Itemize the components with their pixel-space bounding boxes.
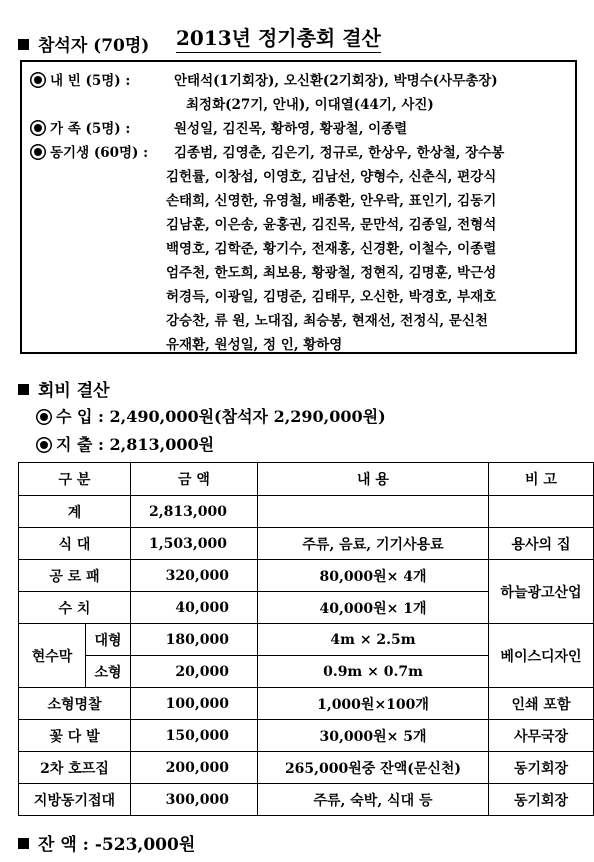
column-header: 비 고	[489, 463, 594, 496]
table-row	[19, 560, 594, 592]
attendees-heading: 참석자 (70명)	[18, 31, 149, 56]
amount-cell: 180,000	[131, 624, 258, 656]
amount-cell: 300,000	[131, 784, 258, 816]
amount-cell: 150,000	[131, 720, 258, 752]
row-group-label: 현수막	[19, 624, 86, 688]
circle-bullet-icon	[34, 76, 42, 84]
classmates-line: 엄주천, 한도희, 최보용, 황광철, 정현직, 김명훈, 박근성	[166, 265, 497, 281]
amount-cell: 1,503,000	[131, 528, 258, 560]
note-cell: 인쇄 포함	[489, 688, 594, 720]
circle-bullet-icon	[40, 441, 48, 449]
content-cell	[258, 496, 489, 528]
classmates-line: 손태희, 신영한, 유영철, 배종환, 안우락, 표인기, 김동기	[166, 193, 497, 209]
table-header-row	[19, 463, 594, 496]
column-header: 내 용	[258, 463, 489, 496]
note-cell: 베이스디자인	[489, 624, 594, 688]
table-row	[19, 752, 594, 784]
amount-cell: 100,000	[131, 688, 258, 720]
expense-line: 지 출 : 2,813,000원	[36, 432, 214, 455]
row-label: 소형	[86, 656, 131, 688]
row-label: 꽃 다 발	[19, 720, 131, 752]
page-title: 2013년 정기총회 결산	[176, 22, 381, 53]
row-label: 2차 호프집	[19, 752, 131, 784]
note-cell: 동기회장	[489, 784, 594, 816]
classmates-line: 동기생 (60명) : 김종범, 김영춘, 김은기, 정규로, 한상우, 한상철, 장수봉	[30, 141, 504, 161]
table-row	[19, 784, 594, 816]
row-label: 대형	[86, 624, 131, 656]
classmates-line: 강승찬, 류 원, 노대집, 최승봉, 현재선, 전정식, 문신천	[166, 313, 488, 329]
amount-cell: 40,000	[131, 592, 258, 624]
row-label: 공 로 패	[19, 560, 131, 592]
family-line: 가 족 (5명) : 원성일, 김진목, 황하영, 황광철, 이종렬	[30, 117, 407, 137]
content-cell: 주류, 숙박, 식대 등	[258, 784, 489, 816]
column-header: 구 분	[19, 463, 131, 496]
table-row	[19, 720, 594, 752]
amount-cell: 20,000	[131, 656, 258, 688]
income-line: 수 입 : 2,490,000원(참석자 2,290,000원)	[36, 404, 386, 427]
row-label: 식 대	[19, 528, 131, 560]
classmates-line: 허경득, 이광일, 김명준, 김태무, 오신한, 박경호, 부재호	[166, 289, 497, 305]
content-cell: 80,000원× 4개	[258, 560, 489, 592]
note-cell	[489, 496, 594, 528]
classmates-line: 백영호, 김학준, 황기수, 전재홍, 신경환, 이철수, 이종렬	[166, 241, 497, 257]
square-bullet-icon	[18, 384, 29, 395]
row-label: 계	[19, 496, 131, 528]
amount-cell: 320,000	[131, 560, 258, 592]
circle-bullet-icon	[34, 124, 42, 132]
guests-line2: 최정화(27기, 안내), 이대열(44기, 사진)	[186, 97, 434, 113]
attendee-box	[20, 60, 577, 354]
guests-line1: 내 빈 (5명) : 안태석(1기회장), 오신환(2기회장), 박명수(사무총장)	[30, 69, 498, 89]
circle-bullet-icon	[40, 413, 48, 421]
table-row	[19, 496, 594, 528]
note-cell: 하늘광고산업	[489, 560, 594, 624]
note-cell: 용사의 집	[489, 528, 594, 560]
circle-bullet-icon	[34, 148, 42, 156]
note-cell: 동기회장	[489, 752, 594, 784]
classmates-line: 김헌률, 이창섭, 이영호, 김남선, 양형수, 신춘식, 편강식	[166, 169, 497, 185]
content-cell: 40,000원× 1개	[258, 592, 489, 624]
content-cell: 30,000원× 5개	[258, 720, 489, 752]
classmates-line: 김남훈, 이은송, 윤홍권, 김진목, 문만석, 김종일, 전형석	[166, 217, 497, 233]
classmates-line: 유재환, 원성일, 정 인, 황하영	[166, 337, 343, 353]
amount-cell: 200,000	[131, 752, 258, 784]
note-cell: 사무국장	[489, 720, 594, 752]
content-cell: 265,000원중 잔액(문신천)	[258, 752, 489, 784]
row-label: 소형명찰	[19, 688, 131, 720]
table-row	[19, 528, 594, 560]
balance-line: 잔 액 : -523,000원	[18, 830, 195, 855]
content-cell: 4m × 2.5m	[258, 624, 489, 656]
finance-heading: 회비 결산	[18, 376, 110, 401]
content-cell: 1,000원×100개	[258, 688, 489, 720]
table-row	[19, 624, 594, 656]
square-bullet-icon	[18, 838, 29, 849]
content-cell: 주류, 음료, 기기사용료	[258, 528, 489, 560]
expense-table	[18, 462, 594, 816]
table-row	[19, 688, 594, 720]
amount-cell: 2,813,000	[131, 496, 258, 528]
content-cell: 0.9m × 0.7m	[258, 656, 489, 688]
row-label: 수 치	[19, 592, 131, 624]
row-label: 지방동기접대	[19, 784, 131, 816]
column-header: 금 액	[131, 463, 258, 496]
square-bullet-icon	[18, 39, 29, 50]
